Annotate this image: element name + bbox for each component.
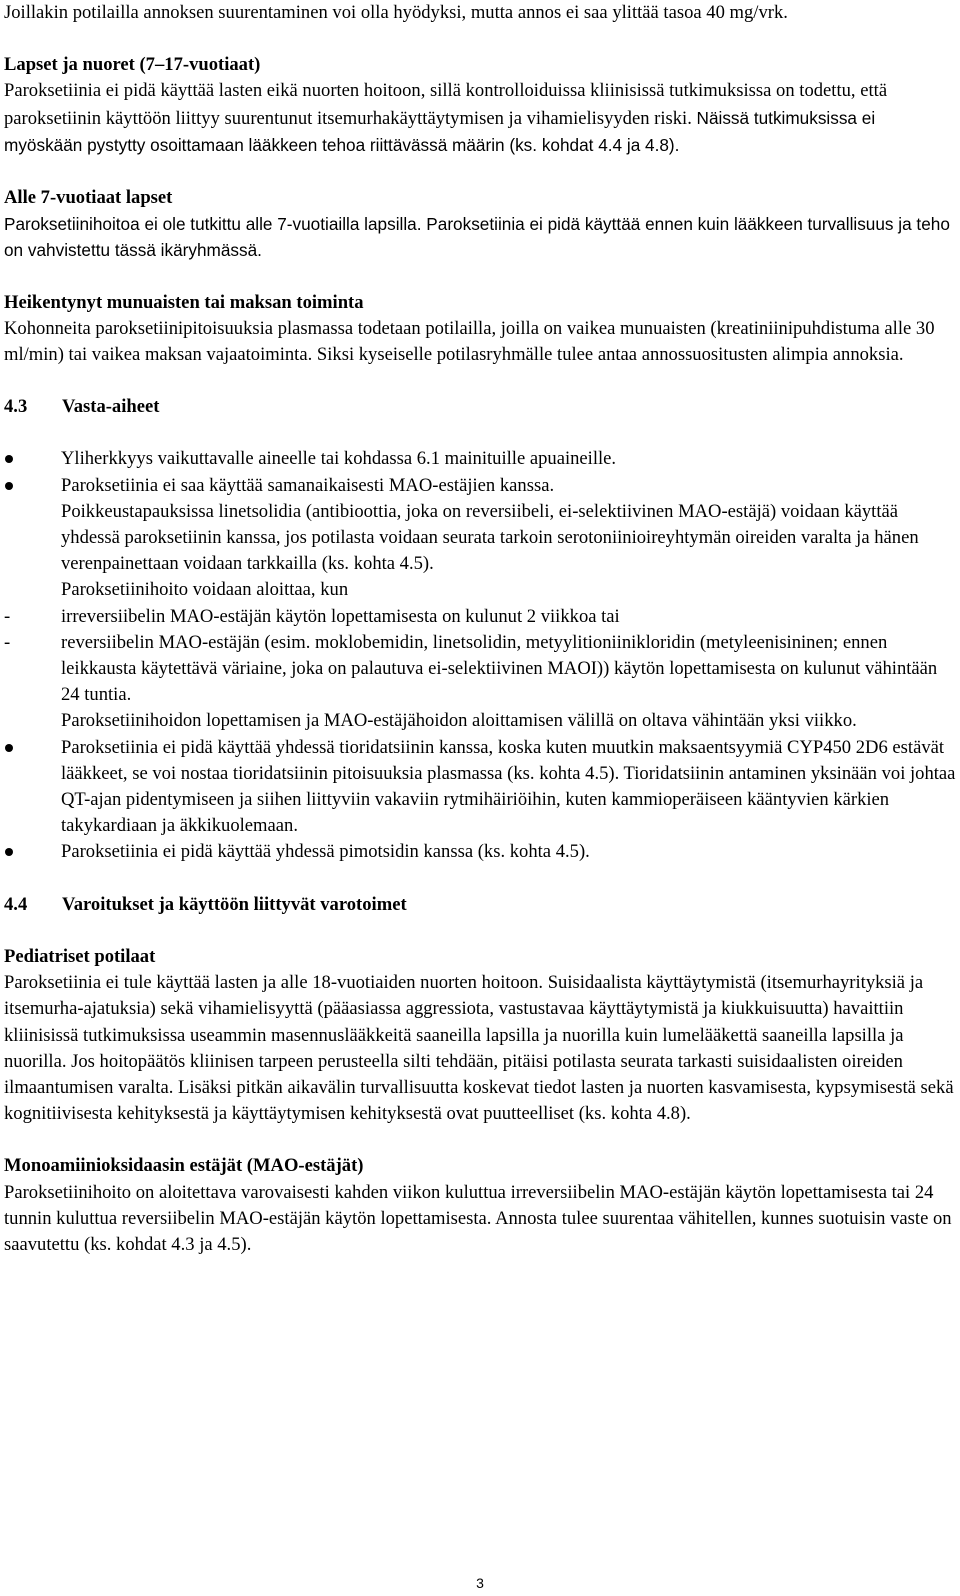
bullet-text: Paroksetiinia ei saa käyttää samanaikaisesti MAO-estäjien kanssa. <box>61 474 555 496</box>
renal-paragraph: Kohonneita paroksetiinipitoisuuksia plasmassa todetaan potilailla, joilla on vaikea munuaisten (kreatiniinipuhdistuma alle 30 ml/min) tai vaikea maksan vajaatoiminta. Siksi kyseiselle potilasryhmälle tulee antaa annossuositusten alimpia annoksia. <box>4 317 935 366</box>
under7-text-2: Paroksetiinia ei pidä käyttää ennen kuin lääkkeen turvallisuus ja teho on vahvistettu tässä ikäryhmässä. <box>4 214 950 261</box>
under7-paragraph <box>4 211 956 263</box>
dash-mark: - <box>4 605 11 627</box>
under7-heading: Alle 7-vuotiaat lapset <box>4 187 173 209</box>
children-heading: Lapset ja nuoret (7–17-vuotiaat) <box>4 54 261 76</box>
children-text-1: Paroksetiinia ei pidä käyttää lasten eikä nuorten hoitoon, sillä kontrolloiduissa kliinisissä tutkimuksissa on todettu, että paroksetiinin käyttöön liittyy suurentunut itsemurhakäyttäytymisen ja vihamielisyyden riski. <box>4 80 888 129</box>
children-text-2: Näissä tutkimuksissa ei myöskään pystytty osoittamaan lääkkeen tehoa riittävässä määrin (ks. kohdat 4.4 ja 4.8). <box>4 107 876 155</box>
section-4-4-number: 4.4 <box>4 893 28 915</box>
section-4-4-title: Varoitukset ja käyttöön liittyvät varotoimet <box>62 893 407 915</box>
linezolid-paragraph: Poikkeustapauksissa linetsolidia (antibioottia, joka on reversiibeli, ei-selektiivinen MAO-estäjä) voidaan käyttää yhdessä paroksetiinin kanssa, jos potilasta voidaan seurata tarkoin serotoniinioireyhtymän oireiden varalta ja hänen verenpainettaan voidaan tarkkailla (ks. kohta 4.5). <box>61 500 919 575</box>
start-condition-paragraph: Paroksetiinihoito voidaan aloittaa, kun <box>61 579 349 601</box>
mao-paragraph: Paroksetiinihoito on aloitettava varovaisesti kahden viikon kuluttua irreversiibelin MAO-estäjän käytön lopettamisesta tai 24 tunnin kuluttua reversiibelin MAO-estäjän käytön lopettamisesta. Annosta tulee suurentaa vähitellen, kunnes suotuisin vaste on saavutettu (ks. kohdat 4.3 ja 4.5). <box>4 1181 952 1255</box>
pediatric-heading: Pediatriset potilaat <box>4 945 156 967</box>
section-4-3-heading <box>4 394 956 420</box>
page-number: 3 <box>476 1575 484 1591</box>
bullet-icon <box>5 744 13 752</box>
mao-heading: Monoamiinioksidaasin estäjät (MAO-estäjät) <box>4 1155 364 1177</box>
bullet-icon <box>5 848 13 856</box>
dash-item <box>4 604 956 630</box>
renal-heading: Heikentynyt munuaisten tai maksan toiminta <box>4 291 364 313</box>
under7-text-1: Paroksetiinihoitoa ei ole tutkittu alle 7-vuotiailla lapsilla. <box>4 214 422 235</box>
washout-paragraph: Paroksetiinihoidon lopettamisen ja MAO-estäjähoidon aloittamisen välillä on oltava vähintään yksi viikko. <box>61 710 857 732</box>
dash-item <box>4 630 956 709</box>
children-paragraph <box>4 78 956 159</box>
bullet-text: Yliherkkyys vaikuttavalle aineelle tai kohdassa 6.1 mainituille apuaineille. <box>61 448 617 470</box>
bullet-icon <box>5 482 13 490</box>
intro-paragraph: Joillakin potilailla annoksen suurentaminen voi olla hyödyksi, mutta annos ei saa ylittää tasoa 40 mg/vrk. <box>4 2 788 23</box>
section-4-3-title: Vasta-aiheet <box>62 396 160 418</box>
dash-text: irreversiibelin MAO-estäjän käytön lopettamisesta on kulunut 2 viikkoa tai <box>61 605 620 627</box>
list-item <box>4 839 956 865</box>
dash-text: reversiibelin MAO-estäjän (esim. moklobemidin, linetsolidin, metyylitioniinikloridin (metyleenisininen; ennen leikkausta käytettävä väriaine, joka on palautuva ei-selektiivinen MAOI)) käytön lopettamisesta on kulunut vähintään 24 tuntia. <box>61 631 938 706</box>
list-item <box>4 735 956 840</box>
dash-mark: - <box>4 631 11 653</box>
list-item <box>4 473 956 735</box>
bullet-icon <box>5 455 13 463</box>
contraindications-list <box>4 446 956 865</box>
section-4-4-heading <box>4 892 956 918</box>
section-4-3-number: 4.3 <box>4 396 28 418</box>
list-item <box>4 446 956 472</box>
bullet-text: Paroksetiinia ei pidä käyttää yhdessä pimotsidin kanssa (ks. kohta 4.5). <box>61 841 590 863</box>
bullet-text: Paroksetiinia ei pidä käyttää yhdessä tioridatsiinin kanssa, koska kuten muutkin maksaentsyymiä CYP450 2D6 estävät lääkkeet, se voi nostaa tioridatsiinin pitoisuuksia plasmassa (ks. kohta 4.5). Tioridatsiinin antaminen yksinään voi johtaa QT-ajan pidentymiseen ja siihen liittyviin vakaviin rytmihäiriöihin, kuten kammioperäiseen kääntyvien kärkien takykardiaan ja äkkikuolemaan. <box>61 736 956 837</box>
pediatric-paragraph: Paroksetiinia ei tule käyttää lasten ja alle 18-vuotiaiden nuorten hoitoon. Suisidaalista käyttäytymistä (itsemurhayrityksiä ja itsemurha-ajatuksia) sekä vihamielisyyttä (pääasiassa aggressiota, vastustavaa käyttäytymistä ja kiukkuisuutta) havaittiin kliinisissä tutkimuksissa useammin masennuslääkkeitä saaneilla lapsilla ja nuorilla kuin lumelääkettä saaneilla lapsilla ja nuorilla. Jos hoitopäätös kliinisen tarpeen perusteella silti tehdään, pitäisi potilasta seurata tarkasti suisidaalisten oireiden ilmaantumisen varalta. Lisäksi pitkän aikavälin turvallisuutta koskevat tiedot lasten ja nuorten kasvamisesta, kypsymisestä sekä kognitiivisesta kehityksestä ja käyttäytymisen kehityksestä ovat puutteelliset (ks. kohta 4.8). <box>4 972 954 1125</box>
